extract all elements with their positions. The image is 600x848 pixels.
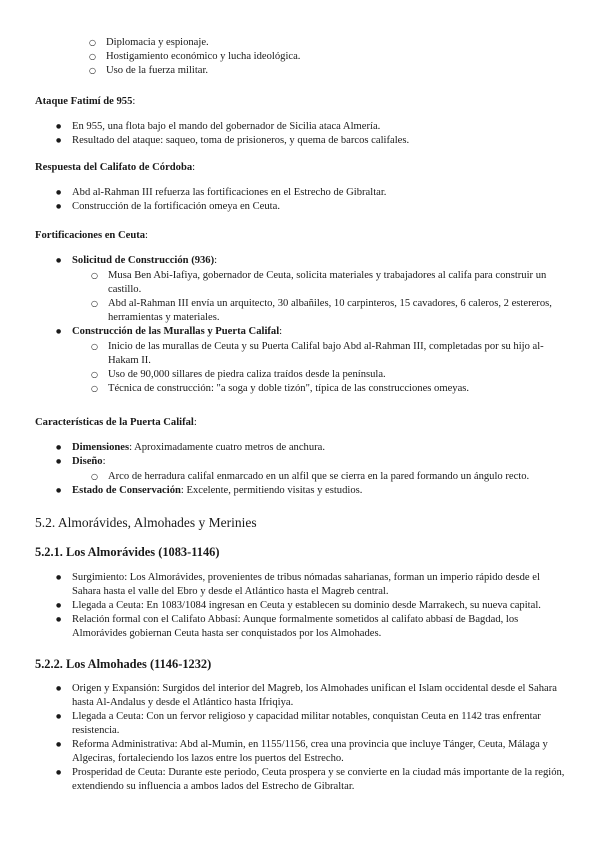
list-item: ○ Abd al-Rahman III envía un arquitecto, 30 albañiles, 10 carpinteros, 15 cavadores, 6 caleros, 2 estereros, herramientas y materiales. [108,297,570,325]
list-item: ● Prosperidad de Ceuta: Durante este periodo, Ceuta prospera y se convierte en la ciudad más importante de la región, extendiendo su influencia a ambos lados del Estrecho de Gibraltar. [70,766,570,794]
list-caracteristicas [70,441,570,498]
list-item: ● Diseño: ○ Arco de herradura califal enmarcado en un alfil que se cierra en la pared formando un ángulo recto. [70,455,570,484]
section-title-5-2-1: 5.2.1. Los Almorávides (1083-1146) [35,545,220,559]
list-item: ○ Inicio de las murallas de Ceuta y su Puerta Califal bajo Abd al-Rahman III, completadas por su hijo al-Hakam II. [108,340,570,368]
list-ataque [70,120,570,148]
list-item: ● Abd al-Rahman III refuerza las fortificaciones en el Estrecho de Gibraltar. [70,186,570,200]
list-item: ○ Uso de la fuerza militar. [106,64,600,78]
section-title-5-2-2: 5.2.2. Los Almohades (1146-1232) [35,657,212,671]
heading-fortificaciones: Fortificaciones en Ceuta: [35,230,148,241]
list-item: ● Llegada a Ceuta: En 1083/1084 ingresan en Ceuta y establecen su dominio desde Marrakech, su nueva capital. [70,599,570,613]
list-respuesta [70,186,570,214]
list-item: ● Llegada a Ceuta: Con un fervor religioso y capacidad militar notables, conquistan Ceuta en 1142 tras enfrentar resistencia. [70,710,570,738]
heading-ataque: Ataque Fatimí de 955: [35,96,136,107]
list-item: ○ Musa Ben Abi-Iafiya, gobernador de Ceuta, solicita materiales y trabajadores al califa para construir un castillo. [108,269,570,297]
list-item: ○ Diplomacia y espionaje. [106,36,600,50]
list-item: ● Surgimiento: Los Almorávides, provenientes de tribus nómadas saharianas, forman un imperio rápido desde el Sahara hasta el valle del Ebro y desde el Atlántico hasta el Magreb central. [70,571,570,599]
list-item: ● Reforma Administrativa: Abd al-Mumin, en 1155/1156, crea una provincia que incluye Tánger, Ceuta, Málaga y Algeciras, fortaleciendo los lazos entre los puertos del Estrecho. [70,738,570,766]
list-almohades [70,682,570,794]
list-item: ● Resultado del ataque: saqueo, toma de prisioneros, y quema de barcos califales. [70,134,570,148]
list-item: ○ Hostigamiento económico y lucha ideológica. [106,50,600,64]
top-sublist [70,36,600,78]
heading-respuesta: Respuesta del Califato de Córdoba: [35,162,196,173]
list-item: ○ Arco de herradura califal enmarcado en un alfil que se cierra en la pared formando un ángulo recto. [108,470,570,484]
list-fortificaciones [70,254,570,396]
sublist-solicitud [72,269,570,325]
list-almoravides [70,571,570,641]
list-item: ● Dimensiones: Aproximadamente cuatro metros de anchura. [70,441,570,455]
section-title-5-2: 5.2. Almorávides, Almohades y Merinies [35,515,257,530]
list-item: ○ Uso de 90,000 sillares de piedra caliza traídos desde la península. [108,368,570,382]
list-item: ● Construcción de las Murallas y Puerta Califal: ○ Inicio de las murallas de Ceuta y su Puerta Califal bajo Abd al-Rahman III, completadas por su hijo al-Hakam II. ○ Uso de 90,000 sillares de piedra caliza traídos desde la península. ○ Técnica de construcción: "a soga y doble tizón", típica de las construcciones omeyas. [70,325,570,396]
list-item: ● Construcción de la fortificación omeya en Ceuta. [70,200,570,214]
list-item: ● Solicitud de Construcción (936): ○ Musa Ben Abi-Iafiya, gobernador de Ceuta, solicita materiales y trabajadores al califa para construir un castillo. ○ Abd al-Rahman III envía un arquitecto, 30 albañiles, 10 carpinteros, 15 cavadores, 6 caleros, 2 estereros, herramientas y materiales. [70,254,570,325]
list-item: ● Estado de Conservación: Excelente, permitiendo visitas y estudios. [70,484,570,498]
sublist-construccion [72,340,570,396]
list-item: ● Origen y Expansión: Surgidos del interior del Magreb, los Almohades unifican el Islam occidental desde el Sahara hasta Al-Andalus y desde el Atlántico hasta Ifriqiya. [70,682,570,710]
sublist-diseno [72,470,570,484]
list-item: ● En 955, una flota bajo el mando del gobernador de Sicilia ataca Almería. [70,120,570,134]
list-item: ● Relación formal con el Califato Abbasí: Aunque formalmente sometidos al califato abbasí de Bagdad, los Almorávides gobiernan Ceuta hasta ser conquistados por los Almohades. [70,613,570,641]
list-item: ○ Técnica de construcción: "a soga y doble tizón", típica de las construcciones omeyas. [108,382,570,396]
heading-caracteristicas: Características de la Puerta Califal: [35,417,197,428]
